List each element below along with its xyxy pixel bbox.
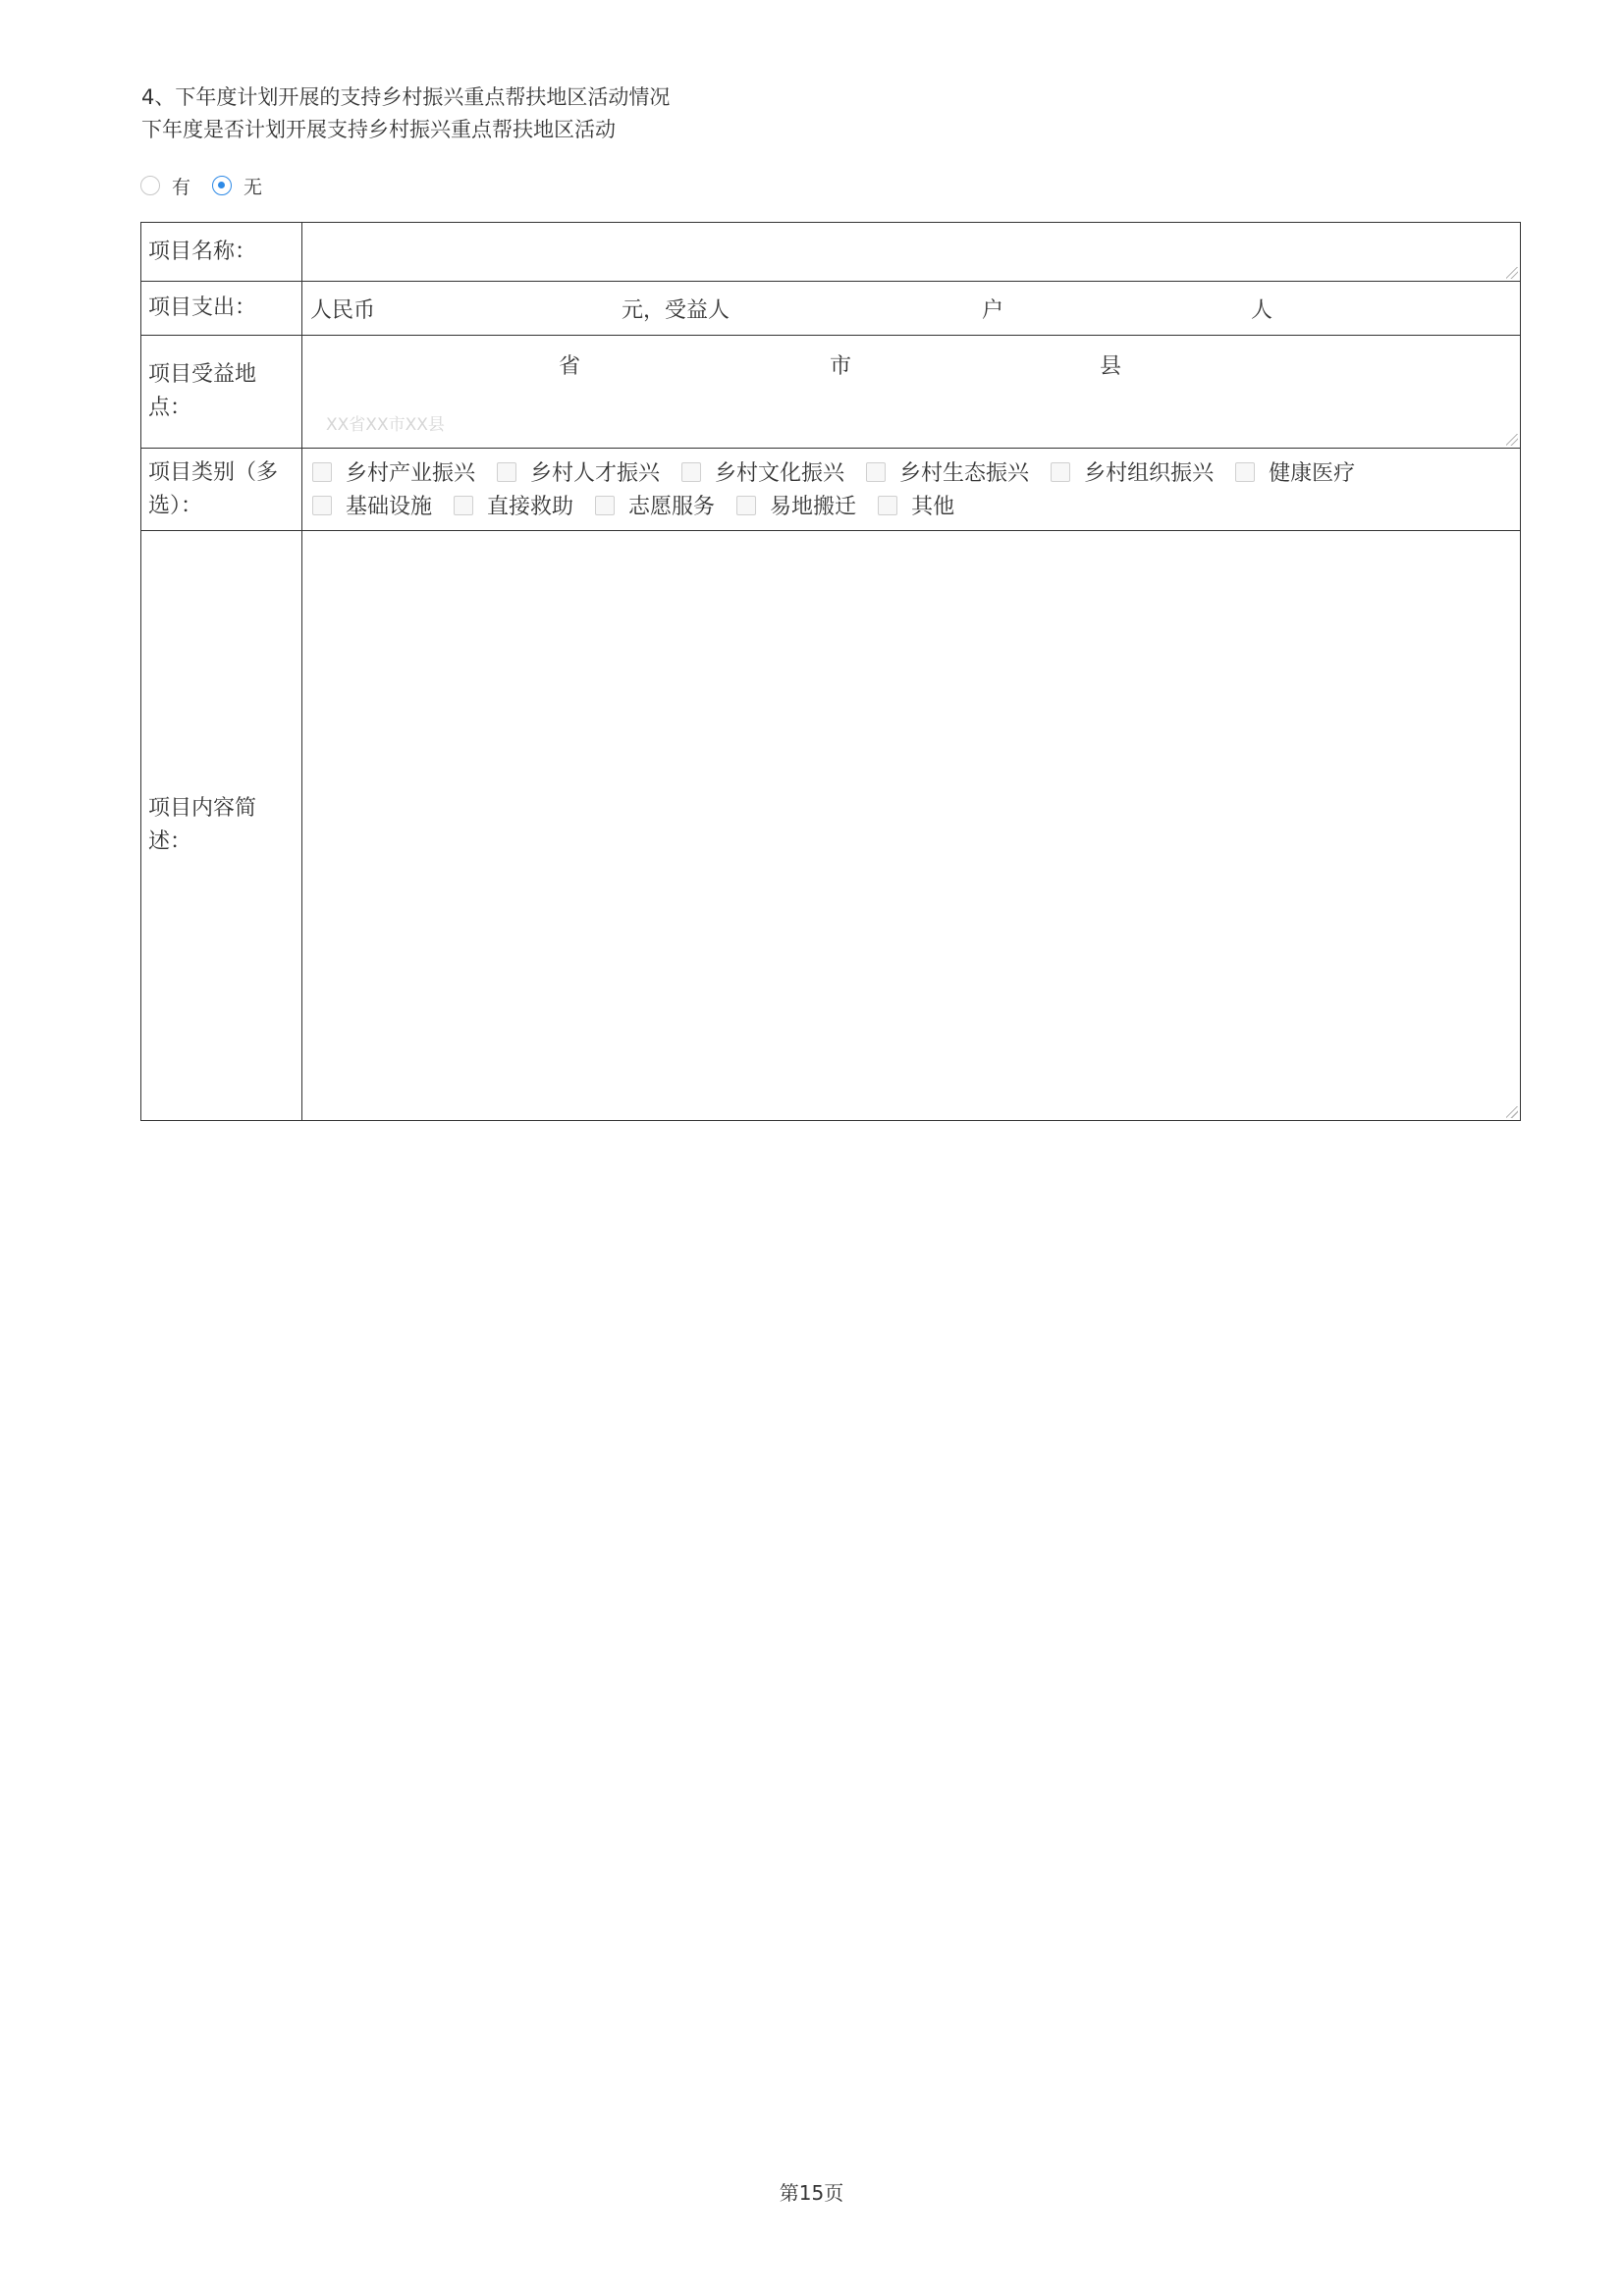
project-name-input[interactable] bbox=[302, 223, 1520, 281]
project-location-input[interactable] bbox=[302, 336, 1520, 448]
category-option[interactable] bbox=[595, 490, 715, 520]
category-option[interactable] bbox=[1235, 456, 1355, 487]
resize-grip-icon[interactable] bbox=[1506, 434, 1518, 446]
project-form-table bbox=[140, 222, 1521, 1121]
checkbox-icon[interactable] bbox=[454, 496, 473, 515]
category-label: 乡村生态振兴 bbox=[899, 461, 1030, 486]
category-label: 直接救助 bbox=[487, 495, 574, 519]
project-description-cell bbox=[302, 531, 1521, 1121]
amount-input[interactable] bbox=[381, 290, 597, 323]
project-name-cell bbox=[302, 223, 1521, 282]
project-category-label: 项目类别（多选）： bbox=[141, 449, 302, 531]
category-option[interactable] bbox=[1051, 456, 1214, 487]
project-location-cell bbox=[302, 336, 1521, 449]
category-label: 志愿服务 bbox=[628, 495, 716, 519]
category-label: 健康医疗 bbox=[1269, 461, 1356, 486]
project-category-cell bbox=[302, 449, 1521, 531]
category-label: 其他 bbox=[911, 495, 955, 519]
project-expense-cell bbox=[302, 282, 1521, 336]
checkbox-icon[interactable] bbox=[312, 462, 332, 482]
plan-radio-group bbox=[140, 173, 284, 198]
radio-label-no: 无 bbox=[243, 176, 263, 198]
category-option[interactable] bbox=[454, 490, 573, 520]
checkbox-icon[interactable] bbox=[681, 462, 701, 482]
section-title: 4、下年度计划开展的支持乡村振兴重点帮扶地区活动情况 bbox=[141, 85, 671, 109]
checkbox-icon[interactable] bbox=[1051, 462, 1070, 482]
currency-label: 人民币 bbox=[310, 298, 376, 323]
households-input[interactable] bbox=[744, 290, 960, 323]
project-description-input[interactable] bbox=[302, 531, 1520, 1120]
checkbox-icon[interactable] bbox=[866, 462, 886, 482]
radio-label-yes: 有 bbox=[172, 176, 191, 198]
category-option[interactable] bbox=[312, 490, 432, 520]
people-unit-label: 人 bbox=[1251, 298, 1273, 323]
province-label: 省 bbox=[559, 354, 581, 379]
category-label: 乡村人才振兴 bbox=[530, 461, 661, 486]
category-row-2 bbox=[312, 489, 1510, 522]
category-label: 乡村产业振兴 bbox=[346, 461, 476, 486]
category-label: 乡村组织振兴 bbox=[1084, 461, 1215, 486]
city-label: 市 bbox=[830, 354, 852, 379]
checkbox-icon[interactable] bbox=[1235, 462, 1255, 482]
project-location-label: 项目受益地点： bbox=[141, 336, 302, 449]
category-row-1 bbox=[312, 455, 1510, 489]
checkbox-icon[interactable] bbox=[878, 496, 897, 515]
resize-grip-icon[interactable] bbox=[1506, 267, 1518, 279]
category-option[interactable] bbox=[497, 456, 660, 487]
radio-option-yes[interactable] bbox=[140, 173, 190, 199]
category-option[interactable] bbox=[681, 456, 844, 487]
households-unit-label: 户 bbox=[982, 298, 1004, 323]
category-label: 基础设施 bbox=[346, 495, 433, 519]
category-option[interactable] bbox=[312, 456, 475, 487]
checkbox-icon[interactable] bbox=[595, 496, 615, 515]
radio-yes[interactable] bbox=[140, 176, 160, 195]
project-expense-label: 项目支出： bbox=[141, 282, 302, 336]
category-option[interactable] bbox=[878, 490, 954, 520]
project-name-label: 项目名称： bbox=[141, 223, 302, 282]
category-label: 易地搬迁 bbox=[770, 495, 857, 519]
radio-option-no[interactable] bbox=[212, 173, 262, 199]
project-description-label: 项目内容简述： bbox=[141, 531, 302, 1121]
radio-no[interactable] bbox=[212, 176, 232, 195]
category-label: 乡村文化振兴 bbox=[715, 461, 845, 486]
yuan-beneficiary-label: 元，受益人 bbox=[622, 298, 730, 323]
category-option[interactable] bbox=[736, 490, 856, 520]
plan-question: 下年度是否计划开展支持乡村振兴重点帮扶地区活动 bbox=[141, 118, 616, 141]
location-placeholder: XX省XX市XX县 bbox=[326, 415, 445, 435]
page-number: 第15页 bbox=[779, 2181, 844, 2205]
resize-grip-icon[interactable] bbox=[1506, 1106, 1518, 1118]
people-input[interactable] bbox=[1019, 290, 1216, 323]
county-label: 县 bbox=[1100, 354, 1122, 379]
checkbox-icon[interactable] bbox=[736, 496, 756, 515]
category-option[interactable] bbox=[866, 456, 1029, 487]
checkbox-icon[interactable] bbox=[312, 496, 332, 515]
checkbox-icon[interactable] bbox=[497, 462, 516, 482]
